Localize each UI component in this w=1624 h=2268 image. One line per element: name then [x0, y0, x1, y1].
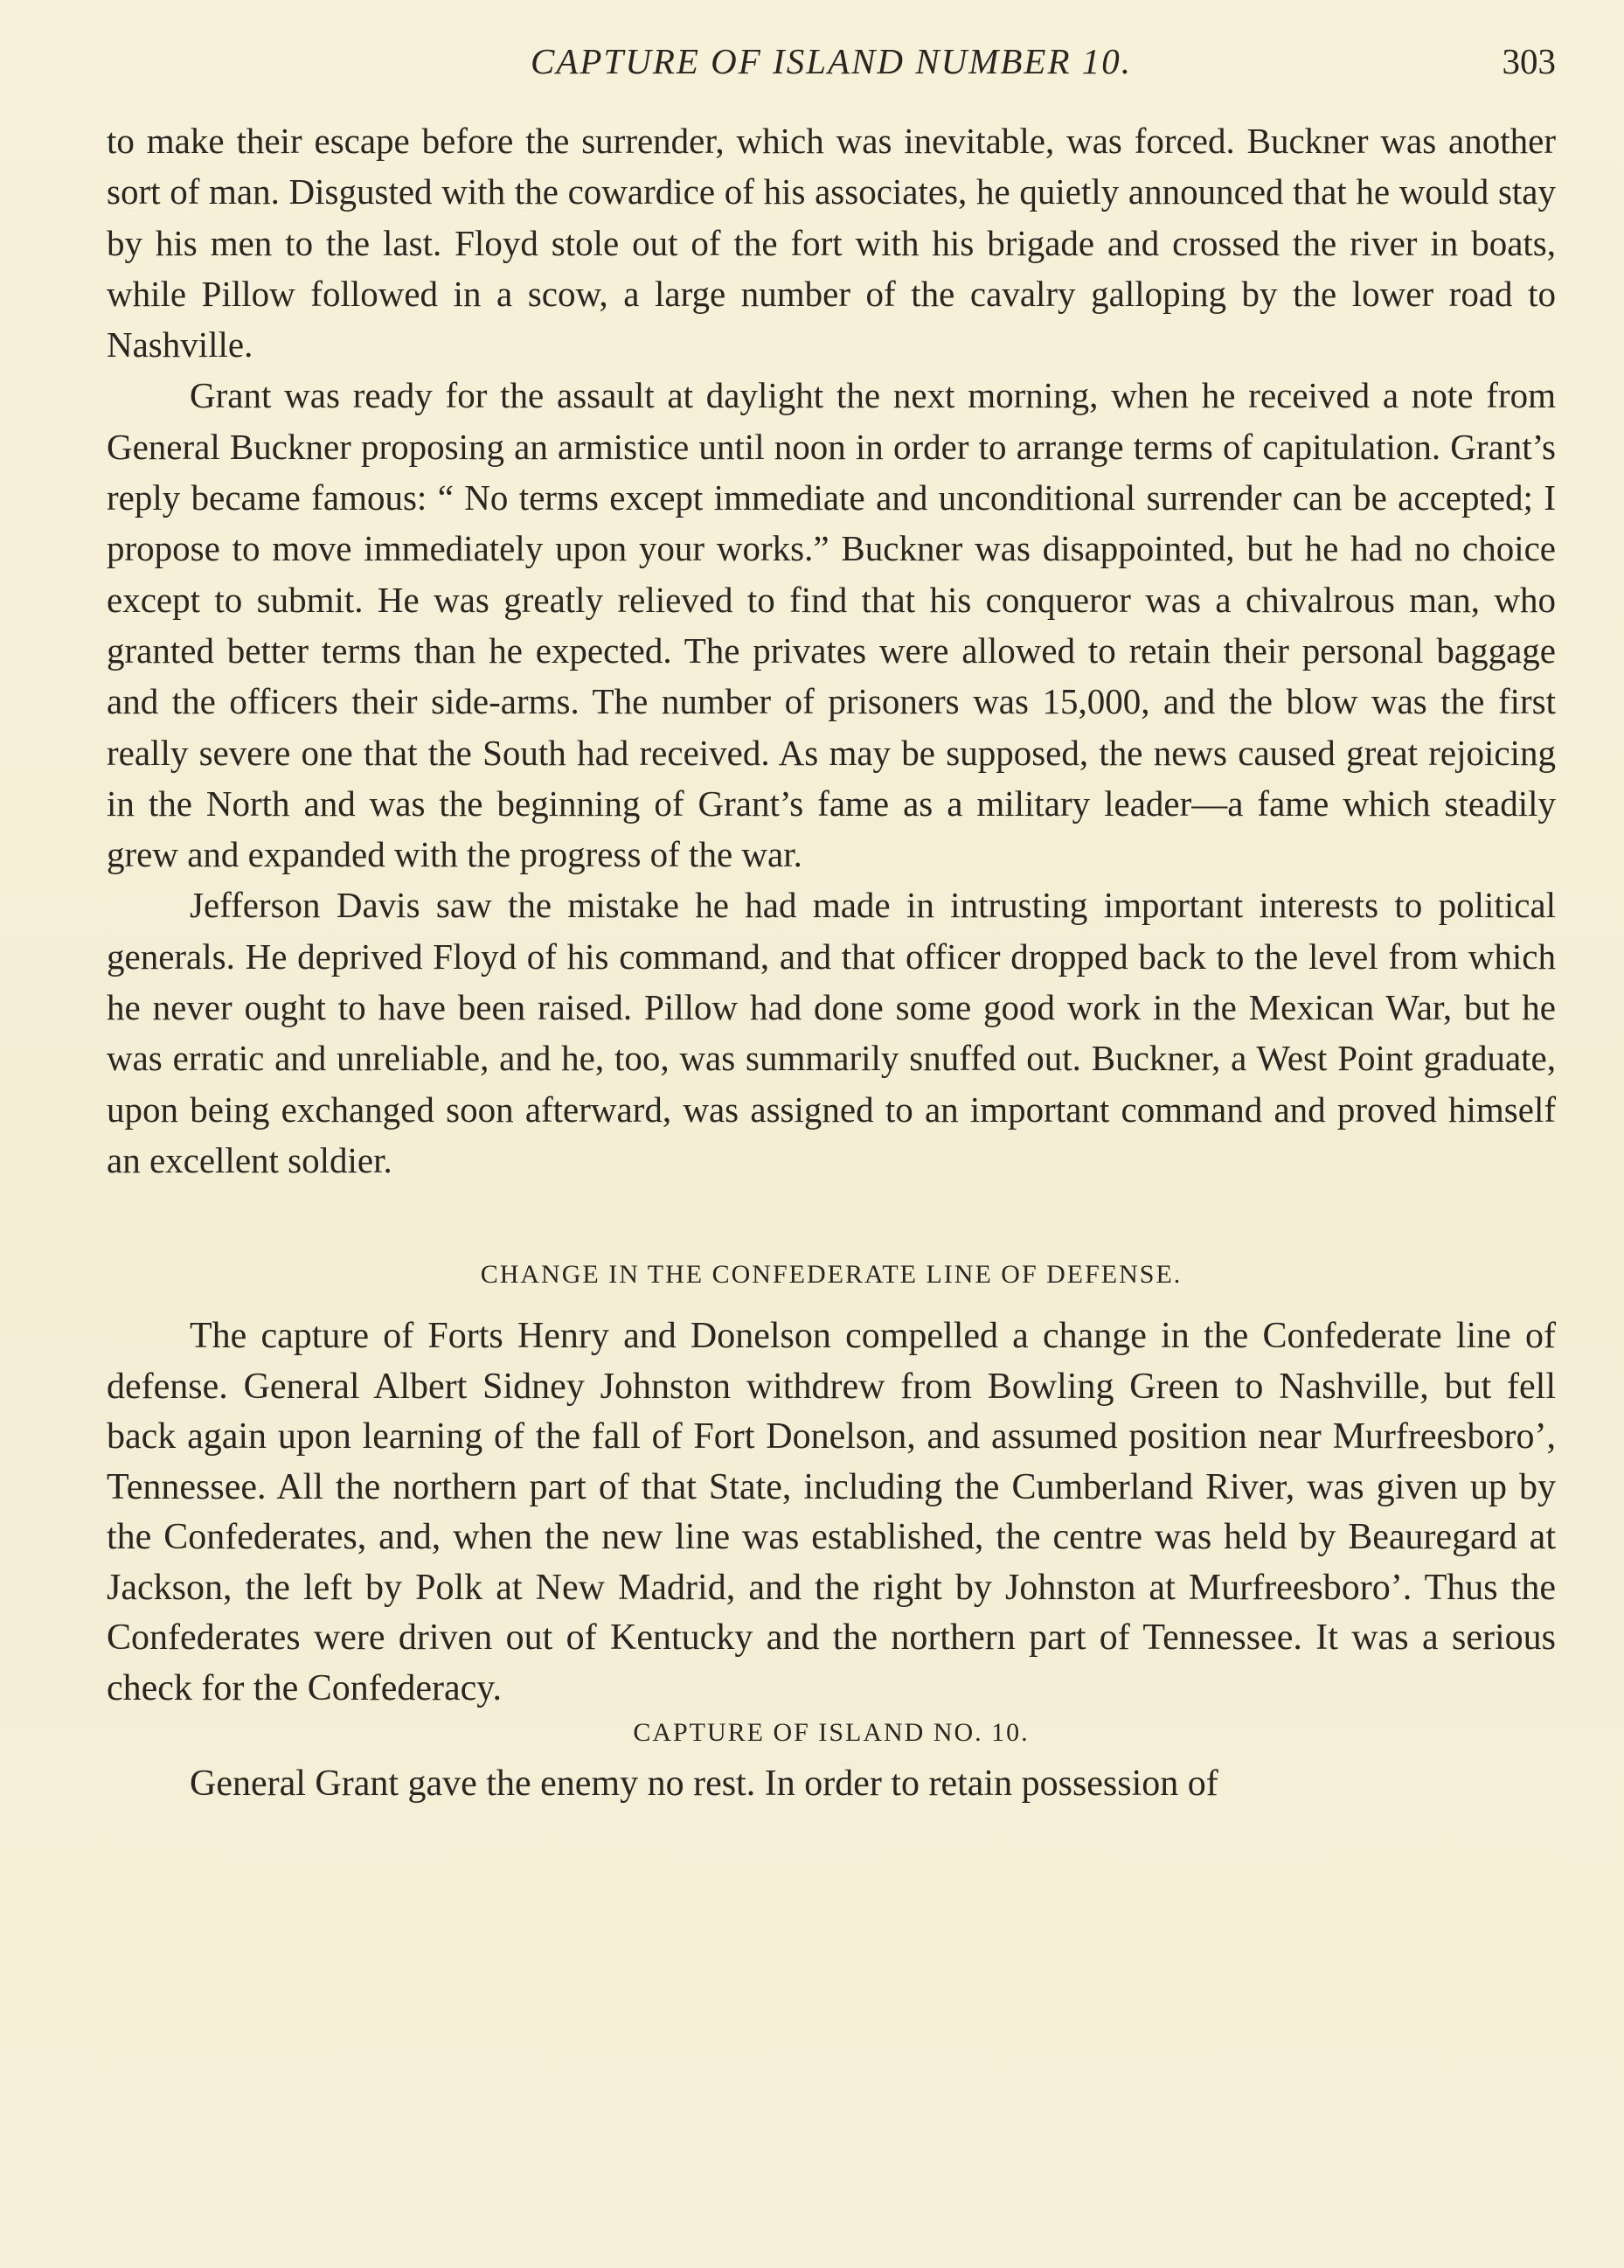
- running-head: [107, 35, 1556, 87]
- paragraph-1: to make their escape before the surrender, which was inevitable, was forced. Buckner was another sort of man. Disgusted with the cowardice of his associates, he quietly announced that he would stay by his men to the last. Floyd stole out of the fort with his brigade and crossed the river in boats, while Pillow followed in a scow, a large number of the cavalry galloping by the lower road to Nashville.: [107, 121, 1556, 365]
- paragraph-4: The capture of Forts Henry and Donelson compelled a change in the Confederate line of defense. General Albert Sidney Johnston withdrew from Bowling Green to Nashville, but fell back again upon learning of the fall of Fort Donelson, and assumed position near Murfreesboro’, Tennessee. All the northern part of that State, including the Cumberland River, was given up by the Confederates, and, when the new line was established, the centre was held by Beauregard at Jackson, the left by Polk at New Madrid, and the right by Johnston at Murfreesboro’. Thus the Confederates were driven out of Kentucky and the northern part of Tennessee. It was a serious check for the Confederacy.: [107, 1316, 1556, 1708]
- section-heading-island-no-10: CAPTURE OF ISLAND NO. 10.: [633, 1718, 1030, 1748]
- paragraph-2: Grant was ready for the assault at daylight the next morning, when he received a note from General Buckner proposing an armistice until noon in order to arrange terms of capitulation. Grant’s reply became famous: “ No terms except immediate and unconditional surrender can be accepted; I propose to move immediately upon your works.” Buckner was disappointed, but he had no choice except to submit. He was greatly relieved to find that his conqueror was a chivalrous man, who granted better terms than he expected. The privates were allowed to retain their personal baggage and the officers their side-arms. The number of prisoners was 15,000, and the blow was the first really severe one that the South had received. As may be supposed, the news caused great rejoicing in the North and was the beginning of Grant’s fame as a military leader—a fame which steadily grew and expanded with the progress of the war.: [107, 375, 1556, 875]
- running-title: CAPTURE OF ISLAND NUMBER 10.: [530, 41, 1133, 81]
- body-text: [107, 115, 1556, 1810]
- paragraph-5: General Grant gave the enemy no rest. In order to retain possession of: [190, 1764, 1218, 1805]
- page-number: 303: [1502, 41, 1556, 81]
- section-heading-line-of-defense: CHANGE IN THE CONFEDERATE LINE OF DEFENSE.: [480, 1260, 1183, 1290]
- paragraph-3: Jefferson Davis saw the mistake he had made in intrusting important interests to political generals. He deprived Floyd of his command, and that officer dropped back to the level from which he never ought to have been raised. Pillow had done some good work in the Mexican War, but he was erratic and unreliable, and he, too, was summarily snuffed out. Buckner, a West Point graduate, upon being exchanged soon afterward, was assigned to an important command and proved himself an excellent soldier.: [107, 885, 1556, 1180]
